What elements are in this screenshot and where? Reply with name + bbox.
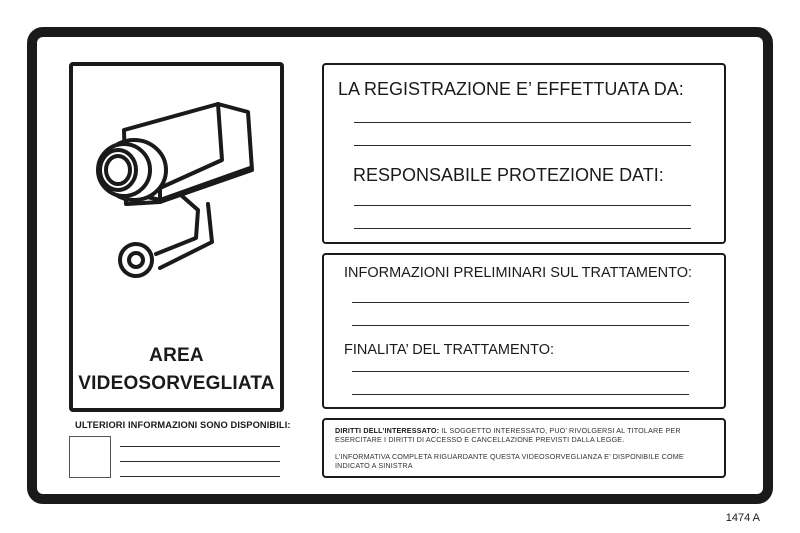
area-title-line1: AREA [149,345,204,366]
recorded-by-heading: LA REGISTRAZIONE E’ EFFETTUATA DA: [338,79,684,99]
qr-placeholder-box [69,436,111,478]
preliminary-info-heading: INFORMAZIONI PRELIMINARI SUL TRATTAMENTO: [344,265,693,281]
write-line [354,228,691,229]
rights-label: DIRITTI DELL’INTERESSATO: [335,426,440,435]
write-line [352,325,689,326]
write-line [120,446,280,447]
rights-text [335,426,720,444]
write-line [120,461,280,462]
write-line [352,394,689,395]
rights-body: IL SOGGETTO INTERESSATO, PUO’ RIVOLGERSI AL TITOLARE PER ESERCITARE I DIRITTI DI ACCESSO E CANCELLAZIONE PREVISTI DALLA LEGGE. [335,426,681,444]
write-line [120,476,280,477]
write-line [354,145,691,146]
cctv-camera-icon [90,92,270,292]
further-info-label: ULTERIORI INFORMAZIONI SONO DISPONIBILI: [75,420,291,430]
write-line [354,122,691,123]
product-code: 1474 A [725,512,760,524]
write-line [352,302,689,303]
full-notice-text: L’INFORMATIVA COMPLETA RIGUARDANTE QUESTA VIDEOSORVEGLIANZA E’ DISPONIBILE COME INDICATO A SINISTRA [335,452,684,470]
write-line [354,205,691,206]
purpose-heading: FINALITA’ DEL TRATTAMENTO: [344,342,555,358]
area-title-line2: VIDEOSORVEGLIATA [78,373,275,394]
write-line [352,371,689,372]
data-officer-heading: RESPONSABILE PROTEZIONE DATI: [353,165,664,185]
